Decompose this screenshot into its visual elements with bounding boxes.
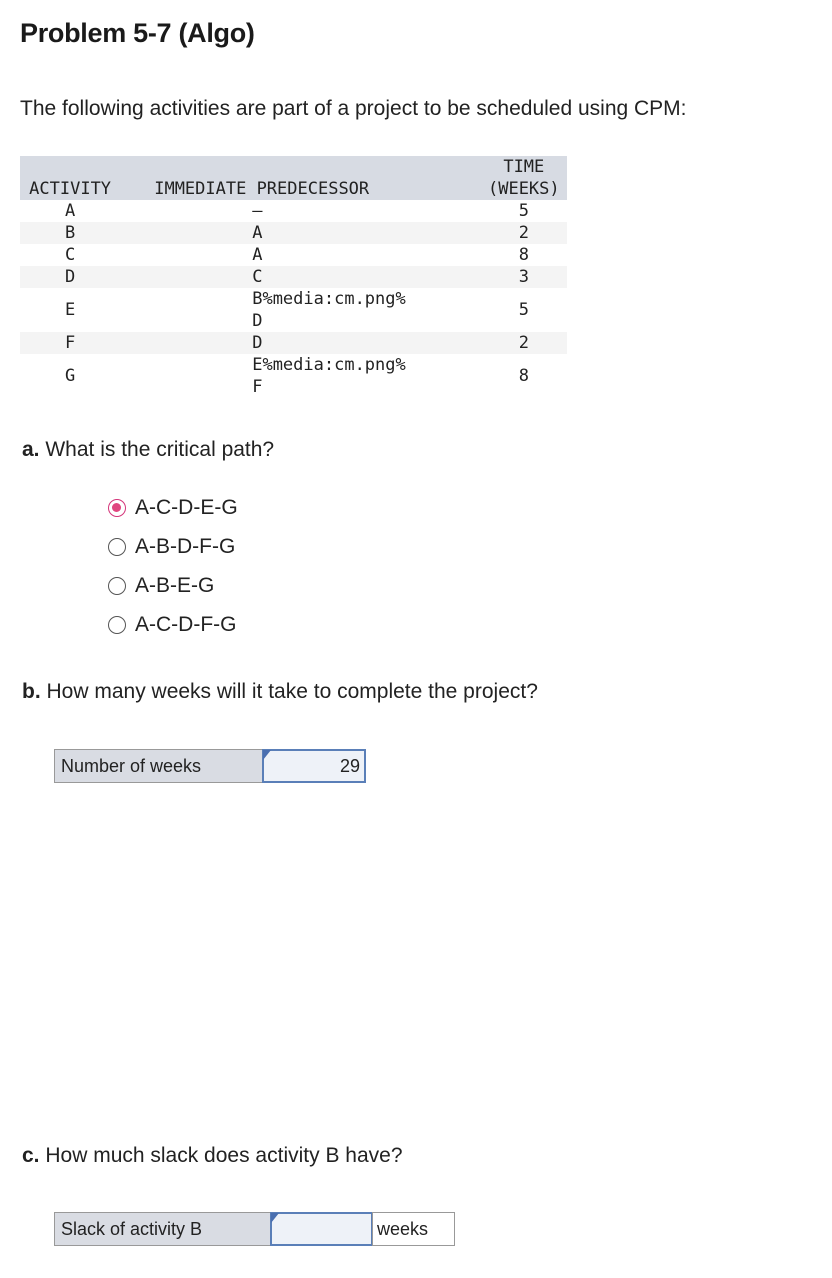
header-predecessor: IMMEDIATE PREDECESSOR [120, 156, 480, 200]
cell-activity: E [64, 300, 76, 320]
weeks-input[interactable]: 29 [262, 749, 366, 783]
cell-predecessor: B%media:cm.png% D [252, 289, 406, 331]
option-label: A-C-D-E-G [135, 496, 238, 519]
option-abeg[interactable] [108, 574, 214, 598]
option-label: A-B-E-G [135, 574, 215, 597]
slack-unit: weeks [372, 1212, 455, 1246]
radio-selected-icon[interactable] [108, 499, 126, 517]
header-time-line2: (WEEKS) [487, 179, 560, 199]
question-b-prefix: b. [22, 680, 41, 703]
question-a-prefix: a. [22, 438, 40, 461]
radio-icon[interactable] [108, 538, 126, 556]
table-row [20, 244, 567, 266]
activity-table [20, 156, 567, 398]
header-time [481, 156, 567, 200]
cell-activity: F [20, 332, 120, 354]
cell-activity: C [64, 245, 76, 265]
cell-time: 8 [518, 245, 529, 265]
table-row [20, 354, 567, 398]
weeks-label: Number of weeks [54, 749, 263, 783]
intro-text: The following activities are part of a project to be scheduled using CPM: [20, 97, 687, 120]
slack-label: Slack of activity B [54, 1212, 271, 1246]
header-activity: ACTIVITY [20, 156, 120, 200]
cell-predecessor: A [120, 222, 480, 244]
page-title: Problem 5-7 (Algo) [20, 18, 255, 48]
slack-input[interactable] [270, 1212, 373, 1246]
cell-time: 2 [481, 332, 567, 354]
cell-predecessor: A [252, 245, 263, 265]
cell-activity: G [64, 366, 76, 386]
option-label: A-B-D-F-G [135, 535, 236, 558]
cell-time: 5 [518, 201, 529, 221]
question-c-prefix: c. [22, 1144, 40, 1167]
table-row [20, 222, 567, 244]
question-a [22, 438, 274, 462]
cell-predecessor: – [252, 201, 263, 221]
table-row [20, 288, 567, 332]
cell-predecessor: C [120, 266, 480, 288]
option-acdeg[interactable] [108, 496, 238, 520]
cell-activity: B [20, 222, 120, 244]
option-abdfg[interactable] [108, 535, 235, 559]
question-c-text: How much slack does activity B have? [39, 1144, 403, 1167]
cell-time: 8 [518, 366, 529, 386]
table-row [20, 332, 567, 354]
option-acdfg[interactable] [108, 613, 236, 637]
question-c [22, 1144, 403, 1168]
question-a-text: What is the critical path? [39, 438, 275, 461]
table-header-row [20, 156, 567, 200]
cell-time: 5 [518, 300, 529, 320]
cell-activity: A [64, 201, 76, 221]
header-time-line1: TIME [503, 157, 545, 177]
question-b-text: How many weeks will it take to complete the project? [40, 680, 538, 703]
cell-predecessor: E%media:cm.png% F [252, 355, 406, 397]
question-b [22, 680, 538, 704]
cell-predecessor: D [120, 332, 480, 354]
radio-icon[interactable] [108, 616, 126, 634]
cell-time: 2 [481, 222, 567, 244]
cell-time: 3 [481, 266, 567, 288]
table-row [20, 200, 567, 222]
table-row [20, 266, 567, 288]
option-label: A-C-D-F-G [135, 613, 237, 636]
radio-icon[interactable] [108, 577, 126, 595]
cell-activity: D [20, 266, 120, 288]
